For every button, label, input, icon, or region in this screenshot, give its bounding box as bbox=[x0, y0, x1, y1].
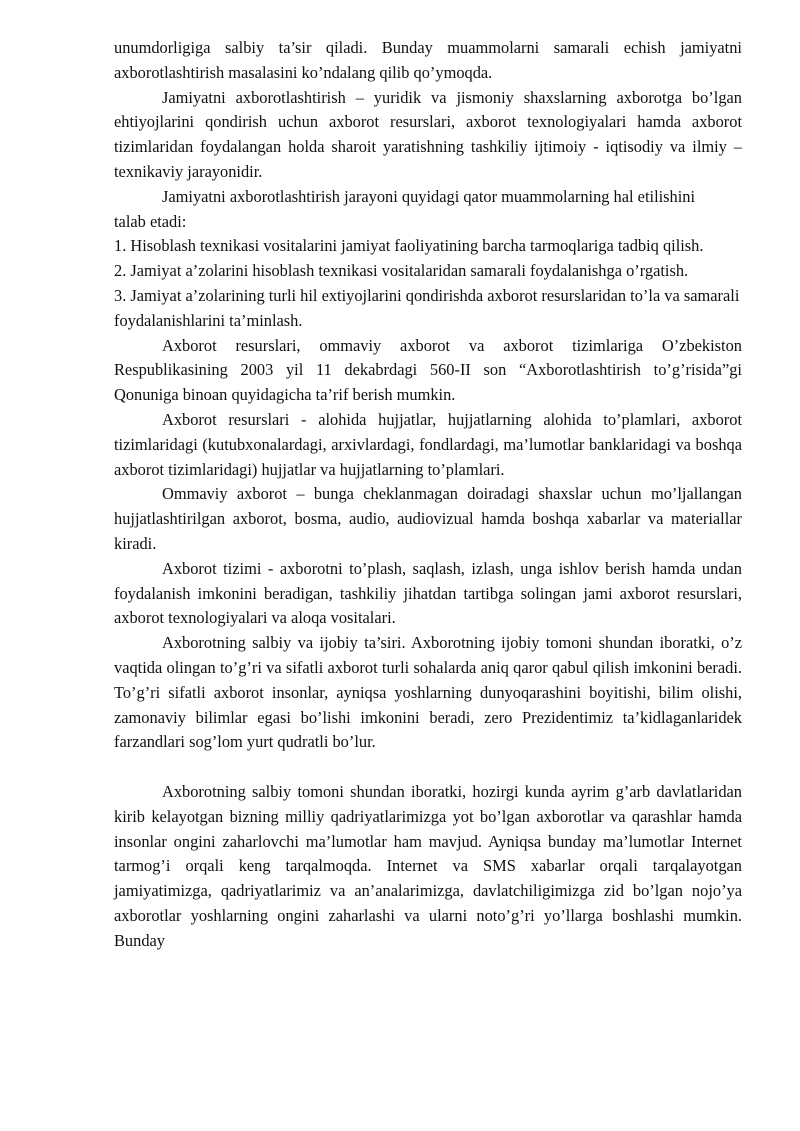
paragraph-positive-effect: Axborotning salbiy va ijobiy ta’siri. Axborotning ijobiy tomoni shundan iboratki, o’z vaqtida olingan to’g’ri va sifatli axborot turli sohalarda aniq qaror qabul qilish imkonini beradi. To’g’ri sifatli axborot insonlar, ayniqsa yoshlarning dunyoqarashini boyitishi, bilim olishi, zamonaviy bilimlar egasi bo’lishi imkonini beradi, zero Prezidentimiz ta’kidlaganlaridek farzandlari sog’lom yurt qudratli bo’lur. bbox=[114, 633, 742, 752]
list-item-1: 1. Hisoblash texnikasi vositalarini jamiyat faoliyatining barcha tarmoqlariga tadbiq qilish. bbox=[114, 236, 704, 256]
list-item-3: 3. Jamiyat a’zolarining turli hil extiyojlarini qondirishda axborot resurslaridan to’la va samarali foydalanishlarini ta’minlash. bbox=[114, 285, 740, 330]
paragraph-problems-intro: Jamiyatni axborotlashtirish jarayoni quyidagi qator muammolarning hal etilishini talab etadi: bbox=[114, 186, 696, 231]
paragraph-law-reference: Axborot resurslari, ommaviy axborot va axborot tizimlariga O’zbekiston Respublikasining 2003 yil 11 dekabrdagi 560-II son “Axborotlashtirish to’g’risida”gi Qonuniga binoan quyidagicha ta’rif berish mumkin. bbox=[114, 335, 742, 405]
paragraph-mass-information: Ommaviy axborot – bunga cheklanmagan doiradagi shaxslar uchun mo’ljallangan hujjatlashtirilgan axborot, bosma, audio, audiovizual hamda boshqa xabarlar va materiallar kiradi. bbox=[114, 484, 742, 553]
paragraph-negative-effect: Axborotning salbiy tomoni shundan iboratki, hozirgi kunda ayrim g’arb davlatlaridan kirib kelayotgan bizning milliy qadriyatlarimizga yot bo’lgan axborotlar va qarashlar hamda insonlar ongini zaharlovchi ma’lumotlar ham mavjud. Ayniqsa bunday ma’lumotlar Internet tarmog’i orqali keng tarqalmoqda. Internet va SMS xabarlar orqali tarqalayotgan jamiyatimizga, qadriyatlarimiz va an’analarimizga, davlatchiligimizga zid bo’lgan nojo’ya axborotlar yoshlarning ongini zaharlashi va ularni noto’g’ri yo’llarga boshlashi mumkin. Bunday bbox=[114, 781, 742, 950]
document-body bbox=[114, 36, 742, 953]
paragraph-continuation: unumdorligiga salbiy ta’sir qiladi. Bunday muammolarni samarali echish jamiyatni axborotlashtirish masalasini ko’ndalang qilib qo’ymoqda. bbox=[114, 38, 742, 82]
paragraph-definition-informatization: Jamiyatni axborotlashtirish – yuridik va jismoniy shaxslarning axborotga bo’lgan ehtiyojlarini qondirish uchun axborot resurslari, axborot texnologiyalari hamda axborot tizimlaridan foydalangan holda sharoit yaratishning tashkiliy ijtimoiy - iqtisodiy va ilmiy – texnikaviy jarayonidir. bbox=[114, 87, 742, 181]
paragraph-spacer bbox=[114, 755, 742, 780]
paragraph-information-system: Axborot tizimi - axborotni to’plash, saqlash, izlash, unga ishlov berish hamda undan foydalanish imkonini beradigan, tashkiliy jihatdan tartibga solingan jami axborot resurslari, axborot texnologiyalari va aloqa vositalari. bbox=[114, 558, 742, 628]
list-item-2: 2. Jamiyat a’zolarini hisoblash texnikasi vositalaridan samarali foydalanishga o’rgatish. bbox=[114, 261, 689, 281]
paragraph-information-resources: Axborot resurslari - alohida hujjatlar, hujjatlarning alohida to’plamlari, axborot tizimlaridagi (kutubxonalardagi, arxivlardagi, fondlardagi, ma’lumotlar banklaridagi va boshqa axborot tizimlaridagi) hujjatlar va hujjatlarning to’plamlari. bbox=[114, 409, 742, 479]
